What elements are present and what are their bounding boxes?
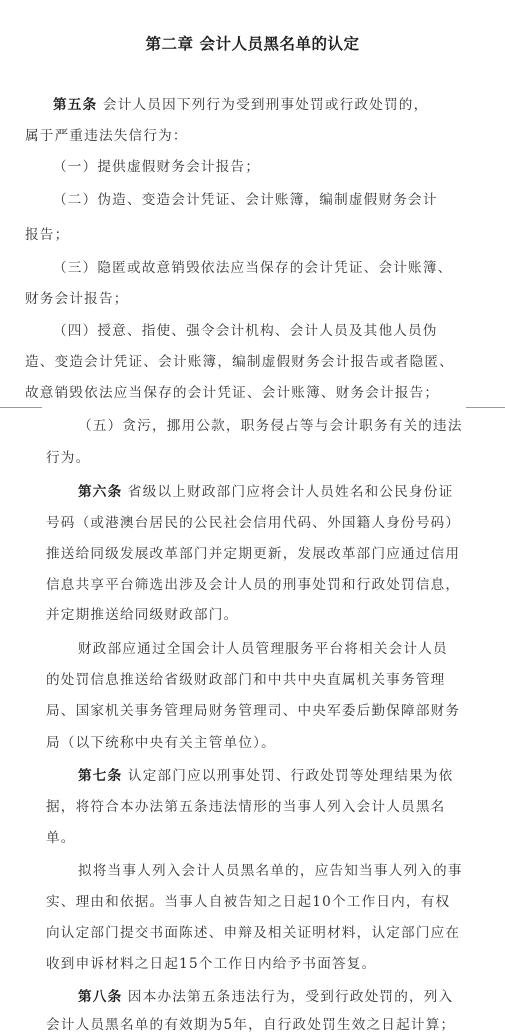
- article-6-label: 第六条: [78, 484, 123, 500]
- article-6-text: 省级以上财政部门应将会计人员姓名和公民身份证: [127, 484, 454, 500]
- article-5-line-1: [53, 96, 428, 114]
- article-8-line-1: [78, 988, 453, 1006]
- article-5-item-5: （五）贪污，挪用公款，职务侵占等与会计职务有关的违法: [78, 418, 463, 434]
- article-6-line-1: [78, 483, 453, 501]
- article-8-label: 第八条: [78, 989, 123, 1005]
- article-6-line-2: 号码（或港澳台居民的公民社会信用代码、外国籍人身份号码）: [46, 515, 461, 531]
- article-7-line-3: 单。: [46, 830, 76, 846]
- page-break-rule-left: [0, 407, 42, 408]
- article-5-text: 会计人员因下列行为受到刑事处罚或行政处罚的，: [102, 97, 429, 113]
- article-7-para-2-line-3: 向认定部门提交书面陈述、申辩及相关证明材料，认定部门应在: [46, 925, 461, 941]
- article-7-line-1: [78, 767, 453, 785]
- article-5-label: 第五条: [53, 97, 98, 113]
- article-5-item-1: （一）提供虚假财务会计报告；: [53, 159, 261, 175]
- article-7-para-2-line-1: 拟将当事人列入会计人员黑名单的，应告知当事人列入的事: [78, 863, 463, 879]
- page-break-rule-right: [466, 407, 505, 408]
- article-6-line-3: 推送给同级发展改革部门并定期更新，发展改革部门应通过信用: [46, 546, 461, 562]
- article-7-text: 认定部门应以刑事处罚、行政处罚等处理结果为依: [127, 768, 454, 784]
- article-6-line-5: 并定期推送给同级财政部门。: [46, 607, 239, 623]
- article-5-item-4-cont-1: 造、变造会计凭证、会计账簿，编制虚假财务会计报告或者隐匿、: [25, 354, 455, 370]
- article-5-item-4: （四）授意、指使、强令会计机构、会计人员及其他人员伪: [53, 323, 438, 339]
- article-8-text: 因本办法第五条违法行为，受到行政处罚的，列入: [127, 989, 454, 1005]
- article-5-item-2-cont: 报告；: [25, 227, 70, 243]
- article-6-line-4: 信息共享平台筛选出涉及会计人员的刑事处罚和行政处罚信息，: [46, 577, 461, 593]
- article-6-para-2-line-1: 财政部应通过全国会计人员管理服务平台将相关会计人员: [78, 641, 448, 657]
- article-8-line-2: 会计人员黑名单的有效期为5年，自行政处罚生效之日起计算；: [46, 1017, 456, 1033]
- article-5-item-5-cont: 行为。: [46, 450, 91, 466]
- page-title: 第二章 会计人员黑名单的认定: [145, 35, 360, 53]
- article-7-line-2: 据，将符合本办法第五条违法情形的当事人列入会计人员黑名: [46, 799, 446, 815]
- article-6-para-2-line-2: 的处罚信息推送给省级财政部门和中共中央直属机关事务管理: [46, 672, 446, 688]
- article-7-para-2-line-2: 实、理由和依据。当事人自被告知之日起10个工作日内，有权: [46, 894, 451, 910]
- article-5-item-4-cont-2: 故意销毁依法应当保存的会计凭证、会计账簿、财务会计报告；: [25, 385, 440, 401]
- article-6-para-2-line-4: 局（以下统称中央有关主管单位）。: [46, 735, 276, 751]
- article-5-item-3-cont: 财务会计报告；: [25, 291, 129, 307]
- article-7-label: 第七条: [78, 768, 123, 784]
- article-5-line-2: 属于严重违法失信行为：: [25, 128, 188, 144]
- article-6-para-2-line-3: 局、国家机关事务管理局财务管理司、中央军委后勤保障部财务: [46, 703, 461, 719]
- article-5-item-2: （二）伪造、变造会计凭证、会计账簿，编制虚假财务会计: [53, 192, 438, 208]
- article-5-item-3: （三）隐匿或故意销毁依法应当保存的会计凭证、会计账簿、: [53, 260, 453, 276]
- article-7-para-2-line-4: 收到申诉材料之日起15个工作日内给予书面答复。: [46, 956, 377, 972]
